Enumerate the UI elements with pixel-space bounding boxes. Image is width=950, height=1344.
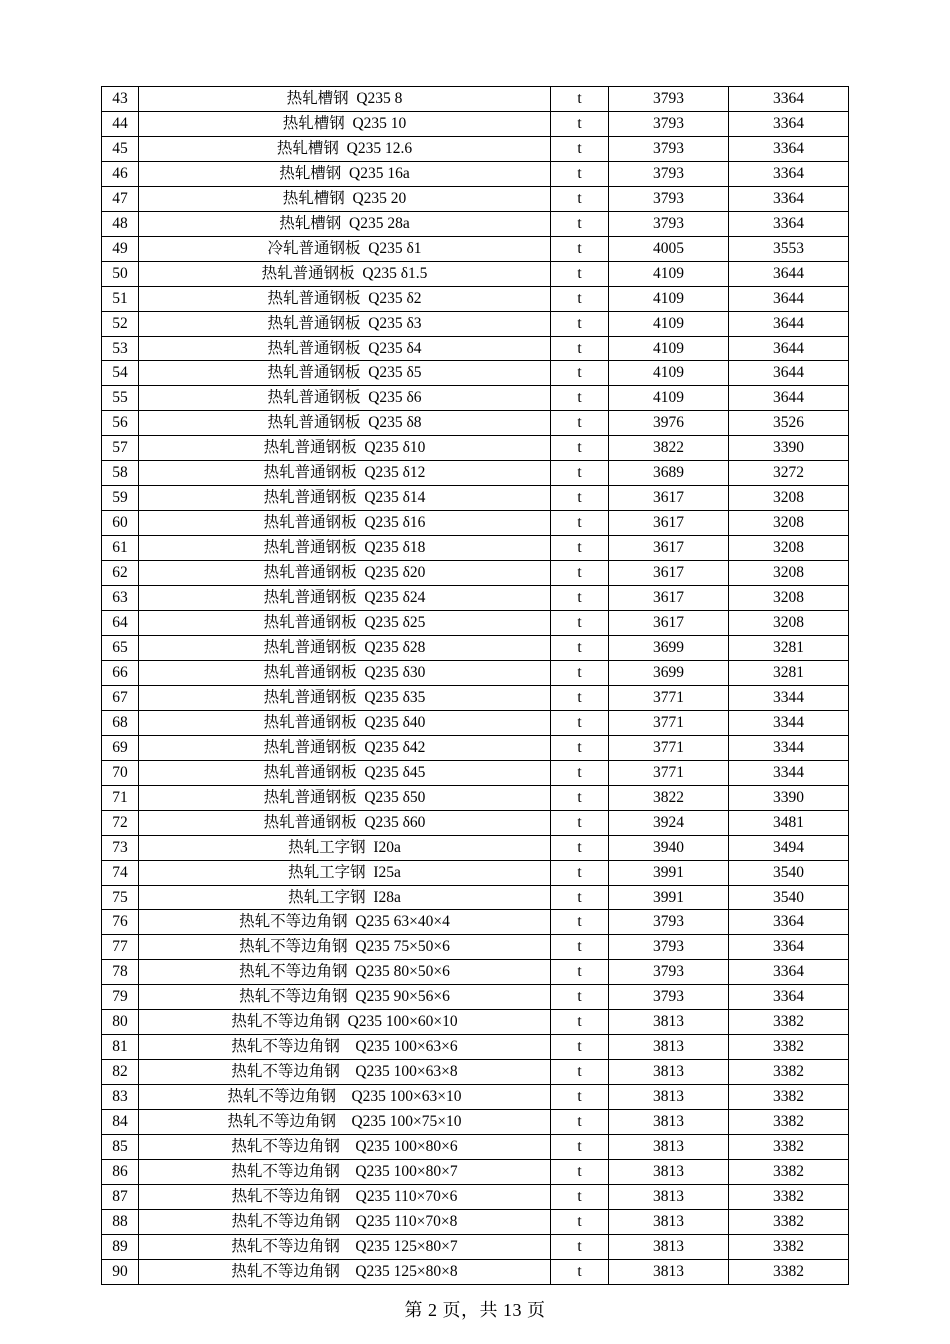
row-index-cell: 49 (102, 236, 139, 261)
table-row (102, 261, 849, 286)
price-primary-cell: 3793 (609, 211, 729, 236)
price-primary-cell: 3617 (609, 561, 729, 586)
price-secondary-cell: 3272 (729, 461, 849, 486)
unit-cell: t (551, 860, 609, 885)
unit-cell: t (551, 1010, 609, 1035)
price-secondary-cell: 3208 (729, 486, 849, 511)
price-secondary-cell: 3382 (729, 1110, 849, 1135)
price-secondary-cell: 3344 (729, 760, 849, 785)
price-secondary-cell: 3364 (729, 111, 849, 136)
price-secondary-cell: 3382 (729, 1209, 849, 1234)
material-name-cell: 热轧普通钢板 Q235 δ25 (139, 611, 551, 636)
table-row (102, 511, 849, 536)
row-index-cell: 85 (102, 1135, 139, 1160)
row-index-cell: 47 (102, 186, 139, 211)
table-row (102, 1085, 849, 1110)
material-name-cell: 热轧普通钢板 Q235 δ2 (139, 286, 551, 311)
unit-cell: t (551, 660, 609, 685)
unit-cell: t (551, 910, 609, 935)
material-name-cell: 热轧普通钢板 Q235 δ5 (139, 361, 551, 386)
row-index-cell: 50 (102, 261, 139, 286)
table-row (102, 660, 849, 685)
price-primary-cell: 3617 (609, 536, 729, 561)
row-index-cell: 46 (102, 161, 139, 186)
row-index-cell: 51 (102, 286, 139, 311)
row-index-cell: 52 (102, 311, 139, 336)
price-secondary-cell: 3644 (729, 386, 849, 411)
price-secondary-cell: 3382 (729, 1234, 849, 1259)
material-name-cell: 热轧不等边角钢 Q235 80×50×6 (139, 960, 551, 985)
table-row (102, 411, 849, 436)
price-primary-cell: 3689 (609, 461, 729, 486)
row-index-cell: 78 (102, 960, 139, 985)
price-primary-cell: 3699 (609, 635, 729, 660)
row-index-cell: 80 (102, 1010, 139, 1035)
row-index-cell: 83 (102, 1085, 139, 1110)
table-row (102, 1035, 849, 1060)
price-primary-cell: 3991 (609, 885, 729, 910)
material-name-cell: 热轧不等边角钢 Q235 100×63×6 (139, 1035, 551, 1060)
unit-cell: t (551, 985, 609, 1010)
price-primary-cell: 3813 (609, 1060, 729, 1085)
unit-cell: t (551, 311, 609, 336)
table-row (102, 1209, 849, 1234)
unit-cell: t (551, 785, 609, 810)
material-name-cell: 热轧普通钢板 Q235 δ10 (139, 436, 551, 461)
material-name-cell: 热轧不等边角钢 Q235 75×50×6 (139, 935, 551, 960)
price-secondary-cell: 3344 (729, 735, 849, 760)
unit-cell: t (551, 935, 609, 960)
unit-cell: t (551, 1135, 609, 1160)
material-name-cell: 热轧不等边角钢 Q235 110×70×6 (139, 1184, 551, 1209)
price-primary-cell: 3793 (609, 186, 729, 211)
row-index-cell: 58 (102, 461, 139, 486)
row-index-cell: 43 (102, 87, 139, 112)
material-name-cell: 热轧不等边角钢 Q235 110×70×8 (139, 1209, 551, 1234)
material-name-cell: 热轧不等边角钢 Q235 90×56×6 (139, 985, 551, 1010)
unit-cell: t (551, 286, 609, 311)
unit-cell: t (551, 87, 609, 112)
price-primary-cell: 3617 (609, 611, 729, 636)
unit-cell: t (551, 735, 609, 760)
table-row (102, 361, 849, 386)
table-row (102, 311, 849, 336)
price-primary-cell: 4109 (609, 261, 729, 286)
row-index-cell: 61 (102, 536, 139, 561)
price-secondary-cell: 3208 (729, 586, 849, 611)
unit-cell: t (551, 561, 609, 586)
price-primary-cell: 4109 (609, 286, 729, 311)
price-primary-cell: 3617 (609, 486, 729, 511)
price-secondary-cell: 3208 (729, 536, 849, 561)
page-footer: 第 2 页，共 13 页 (404, 1300, 546, 1320)
price-primary-cell: 3813 (609, 1010, 729, 1035)
row-index-cell: 74 (102, 860, 139, 885)
material-name-cell: 热轧普通钢板 Q235 δ4 (139, 336, 551, 361)
price-secondary-cell: 3481 (729, 810, 849, 835)
price-primary-cell: 3793 (609, 985, 729, 1010)
unit-cell: t (551, 586, 609, 611)
material-name-cell: 热轧槽钢 Q235 10 (139, 111, 551, 136)
price-primary-cell: 3793 (609, 935, 729, 960)
row-index-cell: 76 (102, 910, 139, 935)
table-row (102, 586, 849, 611)
material-name-cell: 热轧普通钢板 Q235 δ42 (139, 735, 551, 760)
price-secondary-cell: 3208 (729, 511, 849, 536)
price-secondary-cell: 3382 (729, 1135, 849, 1160)
row-index-cell: 64 (102, 611, 139, 636)
price-secondary-cell: 3364 (729, 985, 849, 1010)
material-name-cell: 热轧不等边角钢 Q235 100×63×10 (139, 1085, 551, 1110)
unit-cell: t (551, 1234, 609, 1259)
table-row (102, 186, 849, 211)
row-index-cell: 71 (102, 785, 139, 810)
price-secondary-cell: 3364 (729, 87, 849, 112)
table-row (102, 960, 849, 985)
table-row (102, 386, 849, 411)
unit-cell: t (551, 810, 609, 835)
material-name-cell: 热轧槽钢 Q235 28a (139, 211, 551, 236)
unit-cell: t (551, 486, 609, 511)
price-primary-cell: 3813 (609, 1184, 729, 1209)
material-name-cell: 热轧不等边角钢 Q235 125×80×8 (139, 1259, 551, 1284)
table-row (102, 87, 849, 112)
price-secondary-cell: 3364 (729, 960, 849, 985)
unit-cell: t (551, 1184, 609, 1209)
price-primary-cell: 3813 (609, 1035, 729, 1060)
unit-cell: t (551, 136, 609, 161)
material-name-cell: 热轧不等边角钢 Q235 63×40×4 (139, 910, 551, 935)
price-secondary-cell: 3644 (729, 361, 849, 386)
table-row (102, 161, 849, 186)
table-row (102, 136, 849, 161)
table-row (102, 935, 849, 960)
material-name-cell: 冷轧普通钢板 Q235 δ1 (139, 236, 551, 261)
price-primary-cell: 3771 (609, 760, 729, 785)
material-name-cell: 热轧不等边角钢 Q235 100×80×7 (139, 1159, 551, 1184)
unit-cell: t (551, 511, 609, 536)
price-primary-cell: 3822 (609, 785, 729, 810)
price-primary-cell: 3793 (609, 136, 729, 161)
material-name-cell: 热轧普通钢板 Q235 δ14 (139, 486, 551, 511)
price-secondary-cell: 3644 (729, 286, 849, 311)
unit-cell: t (551, 635, 609, 660)
row-index-cell: 65 (102, 635, 139, 660)
price-secondary-cell: 3382 (729, 1060, 849, 1085)
row-index-cell: 56 (102, 411, 139, 436)
table-row (102, 1259, 849, 1284)
price-primary-cell: 3617 (609, 586, 729, 611)
row-index-cell: 77 (102, 935, 139, 960)
table-row (102, 760, 849, 785)
row-index-cell: 67 (102, 685, 139, 710)
unit-cell: t (551, 461, 609, 486)
table-row (102, 611, 849, 636)
price-primary-cell: 3771 (609, 685, 729, 710)
table-row (102, 985, 849, 1010)
table-row (102, 885, 849, 910)
material-name-cell: 热轧不等边角钢 Q235 100×63×8 (139, 1060, 551, 1085)
price-primary-cell: 3924 (609, 810, 729, 835)
price-primary-cell: 3813 (609, 1135, 729, 1160)
material-name-cell: 热轧普通钢板 Q235 δ18 (139, 536, 551, 561)
table-row (102, 685, 849, 710)
table-row (102, 860, 849, 885)
material-name-cell: 热轧不等边角钢 Q235 100×60×10 (139, 1010, 551, 1035)
unit-cell: t (551, 386, 609, 411)
material-price-table-body (102, 87, 849, 1285)
row-index-cell: 60 (102, 511, 139, 536)
price-secondary-cell: 3540 (729, 885, 849, 910)
material-name-cell: 热轧普通钢板 Q235 δ6 (139, 386, 551, 411)
price-secondary-cell: 3644 (729, 261, 849, 286)
price-secondary-cell: 3281 (729, 635, 849, 660)
unit-cell: t (551, 1035, 609, 1060)
price-primary-cell: 3813 (609, 1159, 729, 1184)
price-secondary-cell: 3364 (729, 161, 849, 186)
material-name-cell: 热轧不等边角钢 Q235 100×75×10 (139, 1110, 551, 1135)
price-primary-cell: 3991 (609, 860, 729, 885)
material-name-cell: 热轧普通钢板 Q235 δ28 (139, 635, 551, 660)
row-index-cell: 69 (102, 735, 139, 760)
row-index-cell: 84 (102, 1110, 139, 1135)
material-name-cell: 热轧工字钢 I25a (139, 860, 551, 885)
price-secondary-cell: 3382 (729, 1159, 849, 1184)
material-name-cell: 热轧槽钢 Q235 16a (139, 161, 551, 186)
price-secondary-cell: 3208 (729, 611, 849, 636)
table-row (102, 286, 849, 311)
price-primary-cell: 3822 (609, 436, 729, 461)
material-name-cell: 热轧槽钢 Q235 8 (139, 87, 551, 112)
material-name-cell: 热轧工字钢 I20a (139, 835, 551, 860)
price-secondary-cell: 3382 (729, 1085, 849, 1110)
table-row (102, 635, 849, 660)
material-name-cell: 热轧普通钢板 Q235 δ30 (139, 660, 551, 685)
table-row (102, 536, 849, 561)
price-primary-cell: 3976 (609, 411, 729, 436)
material-name-cell: 热轧普通钢板 Q235 δ1.5 (139, 261, 551, 286)
material-name-cell: 热轧普通钢板 Q235 δ16 (139, 511, 551, 536)
table-row (102, 561, 849, 586)
unit-cell: t (551, 436, 609, 461)
table-row (102, 1060, 849, 1085)
price-primary-cell: 4109 (609, 311, 729, 336)
material-name-cell: 热轧槽钢 Q235 12.6 (139, 136, 551, 161)
price-primary-cell: 3813 (609, 1209, 729, 1234)
price-secondary-cell: 3553 (729, 236, 849, 261)
material-name-cell: 热轧普通钢板 Q235 δ60 (139, 810, 551, 835)
price-primary-cell: 3617 (609, 511, 729, 536)
price-secondary-cell: 3208 (729, 561, 849, 586)
unit-cell: t (551, 760, 609, 785)
unit-cell: t (551, 960, 609, 985)
unit-cell: t (551, 236, 609, 261)
price-secondary-cell: 3364 (729, 211, 849, 236)
material-name-cell: 热轧普通钢板 Q235 δ12 (139, 461, 551, 486)
price-primary-cell: 3699 (609, 660, 729, 685)
table-row (102, 735, 849, 760)
row-index-cell: 63 (102, 586, 139, 611)
unit-cell: t (551, 536, 609, 561)
table-row (102, 236, 849, 261)
price-secondary-cell: 3344 (729, 685, 849, 710)
row-index-cell: 54 (102, 361, 139, 386)
table-row (102, 436, 849, 461)
row-index-cell: 82 (102, 1060, 139, 1085)
unit-cell: t (551, 1159, 609, 1184)
table-row (102, 810, 849, 835)
price-primary-cell: 3793 (609, 910, 729, 935)
table-row (102, 710, 849, 735)
unit-cell: t (551, 1085, 609, 1110)
row-index-cell: 79 (102, 985, 139, 1010)
price-secondary-cell: 3344 (729, 710, 849, 735)
price-primary-cell: 4109 (609, 361, 729, 386)
unit-cell: t (551, 1209, 609, 1234)
table-row (102, 1010, 849, 1035)
unit-cell: t (551, 411, 609, 436)
table-row (102, 461, 849, 486)
row-index-cell: 86 (102, 1159, 139, 1184)
table-row (102, 1184, 849, 1209)
row-index-cell: 75 (102, 885, 139, 910)
table-row (102, 211, 849, 236)
price-secondary-cell: 3390 (729, 785, 849, 810)
material-name-cell: 热轧槽钢 Q235 20 (139, 186, 551, 211)
row-index-cell: 87 (102, 1184, 139, 1209)
price-primary-cell: 3793 (609, 87, 729, 112)
row-index-cell: 88 (102, 1209, 139, 1234)
unit-cell: t (551, 186, 609, 211)
price-secondary-cell: 3364 (729, 910, 849, 935)
unit-cell: t (551, 685, 609, 710)
unit-cell: t (551, 1259, 609, 1284)
table-row (102, 1159, 849, 1184)
unit-cell: t (551, 835, 609, 860)
price-secondary-cell: 3382 (729, 1259, 849, 1284)
unit-cell: t (551, 336, 609, 361)
price-secondary-cell: 3390 (729, 436, 849, 461)
price-secondary-cell: 3364 (729, 136, 849, 161)
material-name-cell: 热轧工字钢 I28a (139, 885, 551, 910)
row-index-cell: 70 (102, 760, 139, 785)
table-row (102, 785, 849, 810)
row-index-cell: 62 (102, 561, 139, 586)
price-primary-cell: 3940 (609, 835, 729, 860)
table-row (102, 111, 849, 136)
unit-cell: t (551, 361, 609, 386)
row-index-cell: 90 (102, 1259, 139, 1284)
price-secondary-cell: 3382 (729, 1010, 849, 1035)
price-primary-cell: 3813 (609, 1110, 729, 1135)
table-row (102, 486, 849, 511)
row-index-cell: 45 (102, 136, 139, 161)
row-index-cell: 59 (102, 486, 139, 511)
price-secondary-cell: 3494 (729, 835, 849, 860)
material-name-cell: 热轧不等边角钢 Q235 125×80×7 (139, 1234, 551, 1259)
row-index-cell: 72 (102, 810, 139, 835)
price-secondary-cell: 3281 (729, 660, 849, 685)
table-row (102, 1234, 849, 1259)
price-primary-cell: 3771 (609, 710, 729, 735)
row-index-cell: 66 (102, 660, 139, 685)
price-primary-cell: 4109 (609, 336, 729, 361)
unit-cell: t (551, 885, 609, 910)
material-name-cell: 热轧普通钢板 Q235 δ35 (139, 685, 551, 710)
price-primary-cell: 4005 (609, 236, 729, 261)
unit-cell: t (551, 1110, 609, 1135)
price-secondary-cell: 3382 (729, 1035, 849, 1060)
price-primary-cell: 3771 (609, 735, 729, 760)
unit-cell: t (551, 1060, 609, 1085)
material-name-cell: 热轧不等边角钢 Q235 100×80×6 (139, 1135, 551, 1160)
row-index-cell: 44 (102, 111, 139, 136)
price-primary-cell: 3793 (609, 960, 729, 985)
unit-cell: t (551, 161, 609, 186)
row-index-cell: 68 (102, 710, 139, 735)
material-name-cell: 热轧普通钢板 Q235 δ20 (139, 561, 551, 586)
price-secondary-cell: 3540 (729, 860, 849, 885)
price-secondary-cell: 3644 (729, 311, 849, 336)
price-secondary-cell: 3364 (729, 935, 849, 960)
price-secondary-cell: 3382 (729, 1184, 849, 1209)
unit-cell: t (551, 710, 609, 735)
material-price-table (101, 86, 849, 1285)
table-row (102, 835, 849, 860)
unit-cell: t (551, 261, 609, 286)
price-secondary-cell: 3364 (729, 186, 849, 211)
material-name-cell: 热轧普通钢板 Q235 δ24 (139, 586, 551, 611)
price-primary-cell: 3813 (609, 1234, 729, 1259)
price-primary-cell: 3813 (609, 1259, 729, 1284)
price-primary-cell: 4109 (609, 386, 729, 411)
material-name-cell: 热轧普通钢板 Q235 δ50 (139, 785, 551, 810)
table-row (102, 1135, 849, 1160)
row-index-cell: 89 (102, 1234, 139, 1259)
price-secondary-cell: 3644 (729, 336, 849, 361)
table-row (102, 336, 849, 361)
price-primary-cell: 3813 (609, 1085, 729, 1110)
material-name-cell: 热轧普通钢板 Q235 δ40 (139, 710, 551, 735)
table-row (102, 1110, 849, 1135)
unit-cell: t (551, 111, 609, 136)
price-secondary-cell: 3526 (729, 411, 849, 436)
material-name-cell: 热轧普通钢板 Q235 δ3 (139, 311, 551, 336)
unit-cell: t (551, 611, 609, 636)
row-index-cell: 81 (102, 1035, 139, 1060)
price-primary-cell: 3793 (609, 111, 729, 136)
row-index-cell: 55 (102, 386, 139, 411)
table-row (102, 910, 849, 935)
material-name-cell: 热轧普通钢板 Q235 δ45 (139, 760, 551, 785)
material-name-cell: 热轧普通钢板 Q235 δ8 (139, 411, 551, 436)
price-primary-cell: 3793 (609, 161, 729, 186)
row-index-cell: 48 (102, 211, 139, 236)
row-index-cell: 73 (102, 835, 139, 860)
unit-cell: t (551, 211, 609, 236)
row-index-cell: 57 (102, 436, 139, 461)
row-index-cell: 53 (102, 336, 139, 361)
